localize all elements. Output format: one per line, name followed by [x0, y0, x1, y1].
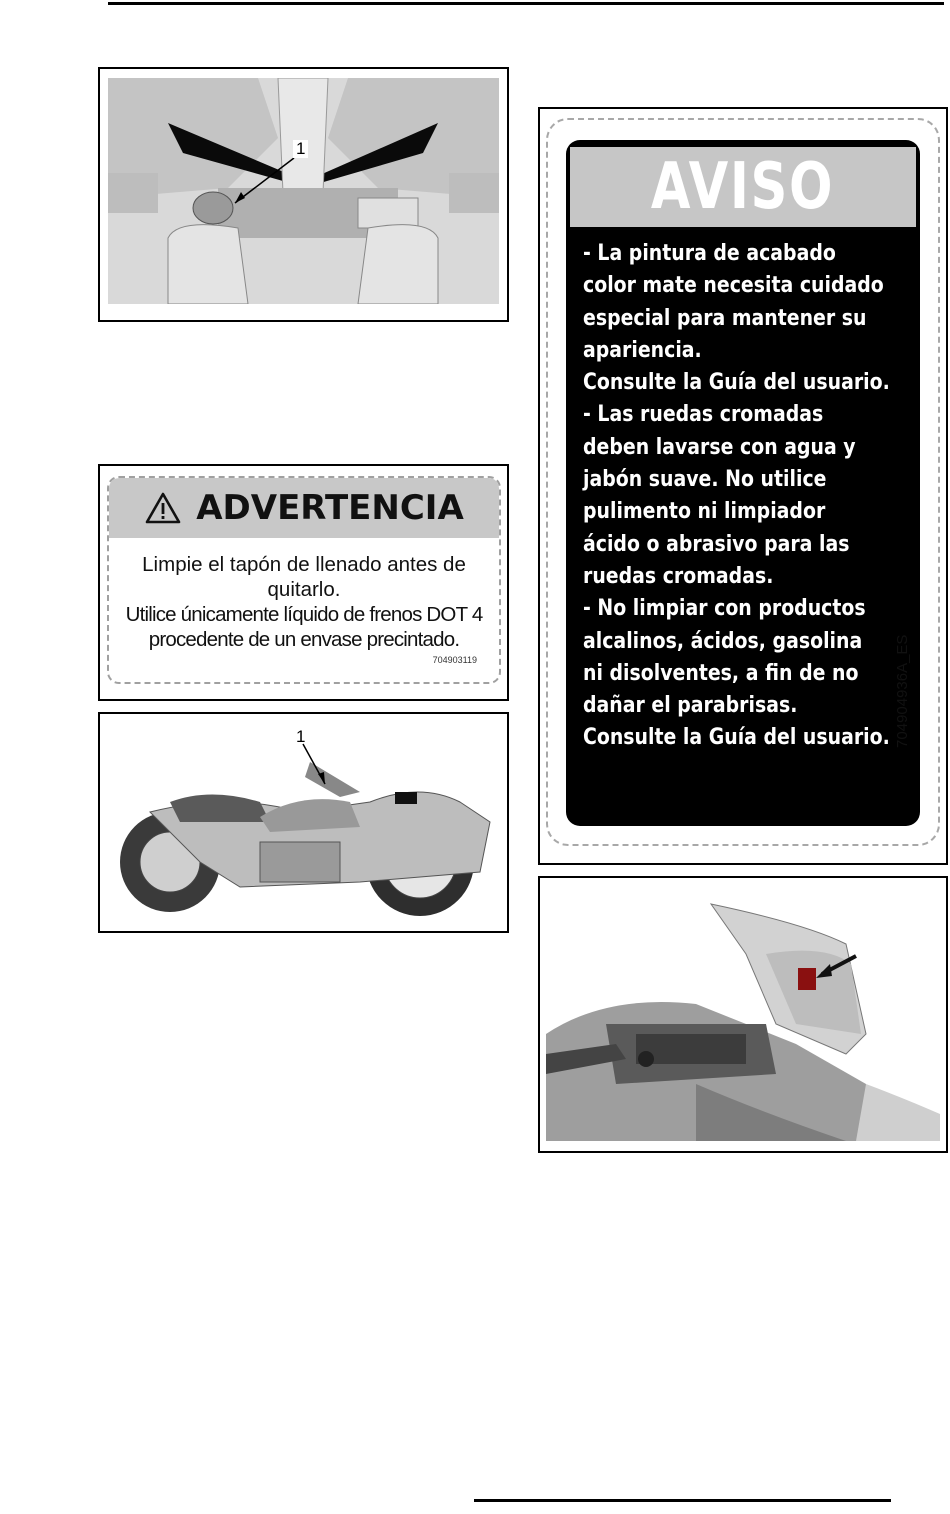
- advertencia-title: ADVERTENCIA: [196, 488, 464, 528]
- windshield-label-location-photo: [546, 884, 940, 1141]
- top-rule: [108, 2, 944, 5]
- aviso-line: - Las ruedas cromadas: [583, 401, 824, 428]
- callout-label: 1: [296, 727, 306, 746]
- advertencia-label: [107, 476, 501, 684]
- aviso-line: Consulte la Guía del usuario.: [583, 724, 890, 751]
- aviso-line: ácido o abrasivo para las: [583, 530, 850, 557]
- aviso-line: ruedas cromadas.: [583, 562, 774, 589]
- aviso-line: deben lavarse con agua y: [583, 433, 856, 460]
- advertencia-line: Utilice únicamente líquido de frenos DOT 4: [125, 603, 483, 626]
- aviso-line: ni disolventes, a fin de no: [583, 659, 859, 686]
- aviso-line: dañar el parabrisas.: [583, 692, 798, 719]
- advertencia-code: 704903119: [432, 655, 477, 665]
- advertencia-line: procedente de un envase precintado.: [148, 628, 460, 651]
- advertencia-line: Limpie el tapón de llenado antes de: [142, 553, 466, 576]
- aviso-line: especial para mantener su: [583, 304, 867, 331]
- advertencia-header: [109, 478, 499, 538]
- aviso-line: apariencia.: [583, 336, 702, 363]
- aviso-line: color mate necesita cuidado: [583, 272, 884, 299]
- figure-vehicle: [98, 712, 509, 933]
- aviso-code: 704904936A_ES: [894, 634, 911, 748]
- three-wheel-motorcycle-illustration: [110, 722, 499, 925]
- aviso-title: AVISO: [651, 150, 835, 224]
- advertencia-line: quitarlo.: [267, 578, 341, 601]
- figure-windshield: [538, 876, 948, 1153]
- aviso-line: Consulte la Guía del usuario.: [583, 369, 890, 396]
- aviso-line: - No limpiar con productos: [583, 595, 866, 622]
- aviso-body: [583, 237, 920, 754]
- aviso-line: pulimento ni limpiador: [583, 498, 826, 525]
- brake-reservoir-illustration: [108, 78, 499, 304]
- aviso-line: alcalinos, ácidos, gasolina: [583, 627, 863, 654]
- aviso-header: [570, 147, 916, 227]
- aviso-line: jabón suave. No utilice: [583, 466, 827, 493]
- warning-triangle-icon: [144, 491, 182, 525]
- advertencia-body: [109, 552, 499, 652]
- bottom-rule: [474, 1499, 891, 1502]
- aviso-line: - La pintura de acabado: [583, 240, 836, 266]
- callout-label: 1: [293, 140, 308, 158]
- figure-brake-reservoir: [98, 67, 509, 322]
- aviso-label: [566, 140, 920, 826]
